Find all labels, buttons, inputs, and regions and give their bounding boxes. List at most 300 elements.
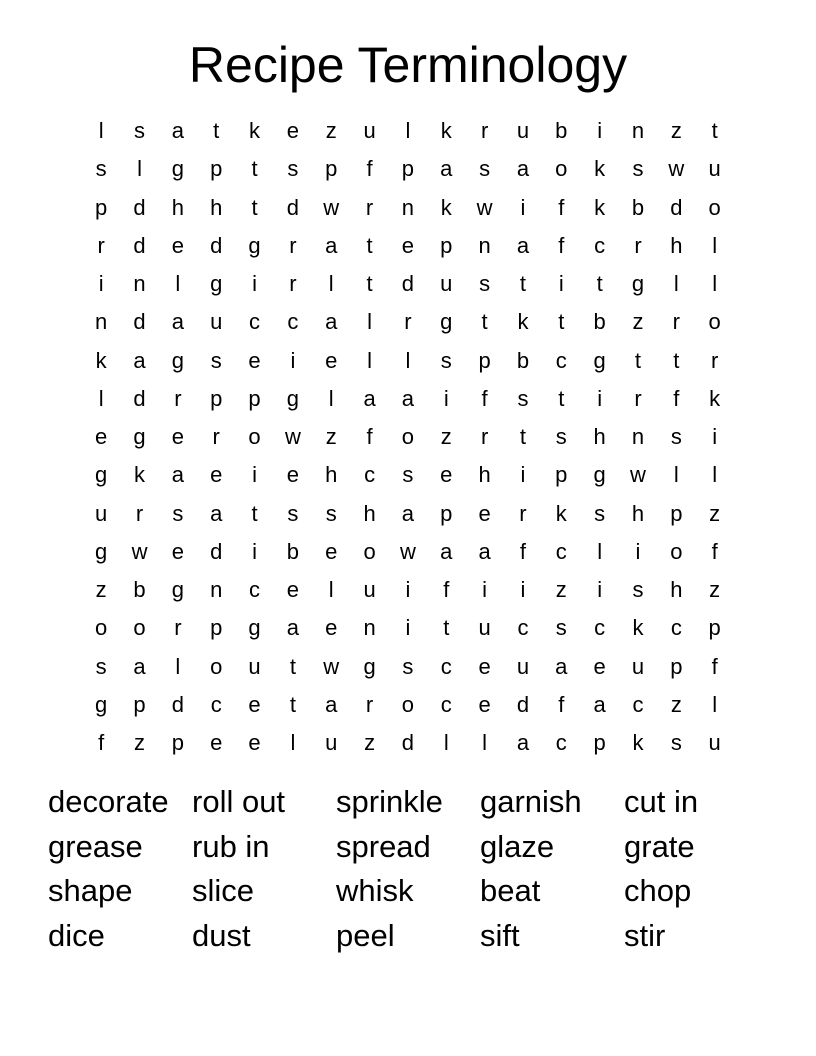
- grid-letter[interactable]: t: [289, 691, 296, 717]
- grid-letter[interactable]: l: [712, 462, 718, 488]
- grid-letter[interactable]: t: [558, 309, 565, 335]
- grid-letter[interactable]: g: [133, 424, 146, 449]
- grid-letter[interactable]: f: [711, 653, 718, 679]
- grid-letter[interactable]: u: [363, 118, 376, 143]
- grid-letter[interactable]: w: [131, 538, 148, 564]
- grid-letter[interactable]: h: [670, 577, 683, 602]
- grid-letter[interactable]: p: [440, 232, 453, 258]
- grid-letter[interactable]: s: [594, 500, 606, 526]
- grid-letter[interactable]: o: [401, 424, 415, 449]
- grid-letter[interactable]: r: [672, 309, 680, 335]
- grid-letter[interactable]: f: [711, 538, 718, 564]
- grid-letter[interactable]: g: [286, 385, 300, 411]
- grid-letter[interactable]: k: [709, 385, 721, 411]
- grid-letter[interactable]: s: [95, 156, 107, 182]
- grid-letter[interactable]: l: [712, 271, 718, 296]
- grid-letter[interactable]: l: [328, 577, 334, 602]
- grid-letter[interactable]: z: [555, 577, 567, 602]
- grid-letter[interactable]: p: [133, 691, 146, 717]
- grid-letter[interactable]: g: [95, 462, 108, 488]
- grid-letter[interactable]: i: [597, 385, 603, 411]
- grid-letter[interactable]: e: [401, 232, 415, 258]
- grid-letter[interactable]: o: [133, 615, 146, 641]
- grid-letter[interactable]: f: [673, 385, 680, 411]
- grid-letter[interactable]: d: [210, 232, 223, 258]
- grid-letter[interactable]: c: [210, 691, 222, 717]
- grid-letter[interactable]: r: [289, 271, 297, 296]
- grid-letter[interactable]: i: [405, 615, 411, 641]
- grid-letter[interactable]: i: [98, 271, 104, 296]
- grid-letter[interactable]: n: [631, 424, 645, 449]
- grid-letter[interactable]: r: [135, 500, 144, 526]
- grid-letter[interactable]: c: [517, 615, 529, 641]
- grid-letter[interactable]: a: [516, 156, 530, 182]
- grid-letter[interactable]: i: [597, 577, 603, 602]
- grid-letter[interactable]: t: [251, 500, 258, 526]
- grid-letter[interactable]: p: [440, 500, 453, 526]
- grid-letter[interactable]: e: [286, 577, 300, 602]
- grid-letter[interactable]: n: [133, 271, 146, 296]
- grid-letter[interactable]: s: [632, 577, 644, 602]
- grid-letter[interactable]: d: [133, 309, 146, 335]
- grid-letter[interactable]: g: [248, 232, 261, 258]
- grid-letter[interactable]: d: [210, 538, 223, 564]
- grid-letter[interactable]: h: [325, 462, 338, 488]
- grid-letter[interactable]: t: [634, 347, 642, 373]
- grid-letter[interactable]: i: [405, 577, 411, 602]
- grid-letter[interactable]: g: [593, 347, 606, 373]
- grid-letter[interactable]: e: [210, 462, 223, 488]
- grid-letter[interactable]: d: [286, 194, 300, 220]
- grid-letter[interactable]: g: [593, 462, 606, 488]
- grid-letter[interactable]: g: [171, 347, 184, 373]
- grid-letter[interactable]: w: [476, 194, 493, 220]
- grid-letter[interactable]: c: [440, 691, 452, 717]
- grid-letter[interactable]: a: [440, 156, 453, 182]
- grid-letter[interactable]: c: [364, 462, 376, 488]
- grid-letter[interactable]: h: [631, 500, 645, 526]
- grid-letter[interactable]: k: [95, 347, 107, 373]
- grid-letter[interactable]: h: [210, 194, 223, 220]
- grid-letter[interactable]: r: [174, 385, 182, 411]
- grid-letter[interactable]: d: [516, 691, 530, 717]
- grid-letter[interactable]: r: [480, 118, 489, 143]
- grid-letter[interactable]: r: [365, 691, 374, 717]
- grid-letter[interactable]: a: [401, 385, 415, 411]
- grid-letter[interactable]: t: [673, 347, 680, 373]
- grid-letter[interactable]: r: [174, 615, 182, 641]
- grid-letter[interactable]: e: [478, 653, 491, 679]
- grid-letter[interactable]: p: [478, 347, 491, 373]
- grid-letter[interactable]: p: [708, 615, 721, 641]
- grid-letter[interactable]: s: [555, 615, 567, 641]
- grid-letter[interactable]: k: [632, 615, 644, 641]
- grid-letter[interactable]: i: [520, 577, 526, 602]
- grid-letter[interactable]: l: [443, 730, 449, 755]
- grid-letter[interactable]: c: [555, 347, 567, 373]
- grid-letter[interactable]: s: [95, 653, 107, 679]
- grid-letter[interactable]: a: [325, 691, 338, 717]
- grid-letter[interactable]: o: [708, 194, 721, 220]
- puzzle-title: Recipe Terminology: [188, 37, 628, 93]
- grid-letter[interactable]: h: [171, 194, 184, 220]
- grid-letter[interactable]: t: [366, 232, 373, 258]
- grid-letter[interactable]: f: [366, 156, 373, 182]
- grid-letter[interactable]: c: [632, 691, 644, 717]
- grid-letter[interactable]: r: [711, 347, 719, 373]
- word-list-item: grate: [624, 828, 695, 864]
- grid-letter[interactable]: n: [95, 309, 108, 335]
- grid-letter[interactable]: n: [478, 232, 491, 258]
- grid-letter[interactable]: e: [325, 538, 338, 564]
- grid-letter[interactable]: l: [673, 462, 679, 488]
- grid-letter[interactable]: r: [97, 232, 105, 258]
- grid-letter[interactable]: a: [325, 309, 338, 335]
- grid-letter[interactable]: t: [213, 118, 220, 143]
- grid-letter[interactable]: k: [134, 462, 146, 488]
- grid-letter[interactable]: z: [364, 730, 376, 755]
- grid-letter[interactable]: p: [95, 194, 108, 220]
- grid-letter[interactable]: l: [712, 691, 718, 717]
- grid-letter[interactable]: a: [440, 538, 453, 564]
- grid-letter[interactable]: u: [708, 730, 721, 755]
- grid-letter[interactable]: a: [401, 500, 415, 526]
- grid-letter[interactable]: s: [479, 271, 491, 296]
- grid-letter[interactable]: a: [171, 462, 184, 488]
- grid-letter[interactable]: c: [670, 615, 682, 641]
- grid-letter[interactable]: i: [520, 194, 526, 220]
- grid-letter[interactable]: c: [440, 653, 452, 679]
- grid-letter[interactable]: l: [137, 156, 142, 182]
- grid-letter[interactable]: l: [290, 730, 296, 755]
- grid-letter[interactable]: u: [325, 730, 338, 755]
- word-list-item: stir: [624, 917, 666, 953]
- grid-letter[interactable]: h: [478, 462, 491, 488]
- grid-letter[interactable]: s: [325, 500, 337, 526]
- grid-letter[interactable]: l: [175, 653, 181, 679]
- grid-letter[interactable]: e: [171, 232, 184, 258]
- grid-letter[interactable]: f: [98, 730, 105, 755]
- word-list-item: garnish: [480, 784, 582, 819]
- grid-letter[interactable]: a: [171, 118, 184, 143]
- grid-letter[interactable]: f: [558, 691, 565, 717]
- grid-letter[interactable]: t: [711, 118, 718, 143]
- grid-letter[interactable]: k: [440, 118, 452, 143]
- grid-letter[interactable]: z: [709, 577, 721, 602]
- grid-letter[interactable]: w: [323, 194, 340, 220]
- grid-letter[interactable]: t: [289, 653, 296, 679]
- grid-letter[interactable]: u: [248, 653, 261, 679]
- grid-letter[interactable]: a: [171, 309, 184, 335]
- grid-letter[interactable]: l: [98, 385, 104, 411]
- grid-letter[interactable]: e: [440, 462, 453, 488]
- grid-letter[interactable]: l: [175, 271, 181, 296]
- grid-letter[interactable]: i: [712, 424, 718, 449]
- grid-letter[interactable]: s: [479, 156, 491, 182]
- grid-letter[interactable]: l: [405, 118, 411, 143]
- grid-letter[interactable]: r: [365, 194, 374, 220]
- grid-letter[interactable]: t: [596, 271, 603, 296]
- grid-letter[interactable]: o: [708, 309, 721, 335]
- grid-letter[interactable]: g: [171, 156, 184, 182]
- grid-letter[interactable]: e: [248, 691, 261, 717]
- grid-letter[interactable]: r: [289, 232, 297, 258]
- grid-letter[interactable]: u: [516, 118, 530, 143]
- grid-letter[interactable]: e: [171, 424, 184, 449]
- grid-letter[interactable]: l: [367, 347, 373, 373]
- grid-letter[interactable]: o: [95, 615, 108, 641]
- grid-letter[interactable]: i: [635, 538, 641, 564]
- grid-letter[interactable]: t: [366, 271, 373, 296]
- grid-letter[interactable]: n: [363, 615, 376, 641]
- grid-letter[interactable]: s: [402, 653, 414, 679]
- grid-letter[interactable]: f: [558, 194, 565, 220]
- grid-letter[interactable]: a: [555, 653, 568, 679]
- grid-letter[interactable]: a: [478, 538, 491, 564]
- grid-letter[interactable]: k: [594, 156, 606, 182]
- grid-letter[interactable]: s: [287, 500, 299, 526]
- grid-letter[interactable]: d: [133, 194, 146, 220]
- grid-letter[interactable]: e: [248, 730, 261, 755]
- grid-letter[interactable]: g: [363, 653, 376, 679]
- grid-letter[interactable]: g: [171, 577, 184, 602]
- grid-letter[interactable]: u: [516, 653, 530, 679]
- grid-letter[interactable]: c: [594, 615, 606, 641]
- grid-letter[interactable]: p: [593, 730, 606, 755]
- grid-letter[interactable]: i: [443, 385, 449, 411]
- grid-letter[interactable]: s: [402, 462, 414, 488]
- grid-letter[interactable]: o: [210, 653, 223, 679]
- word-list-item: beat: [480, 873, 541, 908]
- grid-letter[interactable]: t: [481, 309, 488, 335]
- grid-letter[interactable]: b: [593, 309, 606, 335]
- grid-letter[interactable]: c: [555, 538, 567, 564]
- grid-letter[interactable]: s: [134, 118, 146, 143]
- grid-letter[interactable]: f: [558, 232, 565, 258]
- grid-letter[interactable]: s: [210, 347, 222, 373]
- grid-letter[interactable]: u: [363, 577, 376, 602]
- grid-letter[interactable]: p: [210, 385, 223, 411]
- grid-letter[interactable]: c: [287, 309, 299, 335]
- grid-letter[interactable]: r: [519, 500, 527, 526]
- grid-letter[interactable]: c: [249, 309, 261, 335]
- grid-letter[interactable]: t: [251, 156, 258, 182]
- grid-letter[interactable]: u: [478, 615, 491, 641]
- grid-letter[interactable]: a: [325, 232, 338, 258]
- word-list-item: spread: [336, 828, 431, 864]
- grid-letter[interactable]: s: [172, 500, 184, 526]
- grid-letter[interactable]: e: [325, 615, 338, 641]
- grid-letter[interactable]: o: [248, 424, 261, 449]
- grid-letter[interactable]: o: [555, 156, 568, 182]
- grid-letter[interactable]: p: [248, 385, 261, 411]
- grid-letter[interactable]: c: [594, 232, 606, 258]
- grid-letter[interactable]: b: [133, 577, 146, 602]
- grid-letter[interactable]: a: [516, 232, 530, 258]
- grid-letter[interactable]: g: [95, 691, 108, 717]
- grid-letter[interactable]: k: [632, 730, 644, 755]
- grid-letter[interactable]: i: [482, 577, 488, 602]
- grid-letter[interactable]: s: [440, 347, 452, 373]
- grid-letter[interactable]: z: [134, 730, 146, 755]
- letter-grid: [82, 112, 734, 762]
- grid-letter[interactable]: n: [210, 577, 223, 602]
- grid-letter[interactable]: t: [519, 271, 527, 296]
- grid-letter[interactable]: s: [287, 156, 299, 182]
- grid-letter[interactable]: l: [328, 271, 334, 296]
- grid-letter[interactable]: b: [516, 347, 530, 373]
- word-list-item: chop: [624, 873, 692, 908]
- grid-letter[interactable]: z: [670, 691, 682, 717]
- grid-letter[interactable]: a: [133, 653, 146, 679]
- grid-letter[interactable]: w: [323, 653, 340, 679]
- grid-letter[interactable]: k: [249, 118, 261, 143]
- grid-letter[interactable]: r: [480, 424, 489, 449]
- grid-letter[interactable]: h: [670, 232, 683, 258]
- grid-letter[interactable]: d: [133, 385, 146, 411]
- grid-letter[interactable]: l: [482, 730, 488, 755]
- grid-letter[interactable]: e: [478, 500, 491, 526]
- grid-letter[interactable]: t: [558, 385, 565, 411]
- grid-letter[interactable]: o: [401, 691, 415, 717]
- grid-letter[interactable]: k: [440, 194, 452, 220]
- grid-letter[interactable]: l: [405, 347, 411, 373]
- grid-letter[interactable]: t: [519, 424, 527, 449]
- grid-letter[interactable]: s: [632, 156, 644, 182]
- grid-letter[interactable]: k: [517, 309, 529, 335]
- grid-letter[interactable]: a: [516, 730, 530, 755]
- grid-letter[interactable]: l: [673, 271, 679, 296]
- grid-letter[interactable]: i: [252, 462, 257, 488]
- grid-letter[interactable]: c: [555, 730, 567, 755]
- grid-letter[interactable]: p: [210, 156, 223, 182]
- grid-letter[interactable]: k: [555, 500, 567, 526]
- grid-letter[interactable]: e: [593, 653, 606, 679]
- grid-letter[interactable]: t: [251, 194, 258, 220]
- word-list-item: rub in: [192, 828, 270, 864]
- grid-letter[interactable]: i: [252, 271, 257, 296]
- grid-letter[interactable]: p: [401, 156, 415, 182]
- grid-letter[interactable]: h: [593, 424, 606, 449]
- grid-letter[interactable]: a: [286, 615, 300, 641]
- grid-letter[interactable]: z: [440, 424, 452, 449]
- grid-letter[interactable]: p: [325, 156, 338, 182]
- grid-letter[interactable]: l: [328, 385, 334, 411]
- grid-letter[interactable]: i: [558, 271, 564, 296]
- grid-letter[interactable]: g: [210, 271, 223, 296]
- grid-letter[interactable]: z: [325, 424, 337, 449]
- grid-letter[interactable]: r: [634, 385, 642, 411]
- grid-letter[interactable]: e: [286, 462, 300, 488]
- grid-letter[interactable]: p: [171, 730, 184, 755]
- grid-letter[interactable]: h: [363, 500, 376, 526]
- grid-letter[interactable]: i: [252, 538, 257, 564]
- grid-letter[interactable]: g: [248, 615, 261, 641]
- grid-letter[interactable]: g: [95, 538, 108, 564]
- grid-letter[interactable]: z: [325, 118, 337, 143]
- grid-letter[interactable]: e: [210, 730, 223, 755]
- grid-letter[interactable]: a: [133, 347, 146, 373]
- grid-letter[interactable]: k: [594, 194, 606, 220]
- grid-letter[interactable]: r: [634, 232, 642, 258]
- grid-letter[interactable]: e: [248, 347, 261, 373]
- grid-letter[interactable]: p: [210, 615, 223, 641]
- grid-letter[interactable]: z: [632, 309, 644, 335]
- grid-letter[interactable]: l: [98, 118, 104, 143]
- grid-letter[interactable]: g: [631, 271, 645, 296]
- grid-letter[interactable]: s: [670, 730, 682, 755]
- grid-letter[interactable]: t: [443, 615, 450, 641]
- grid-letter[interactable]: p: [555, 462, 568, 488]
- grid-letter[interactable]: g: [440, 309, 453, 335]
- grid-letter[interactable]: e: [171, 538, 184, 564]
- grid-letter[interactable]: a: [363, 385, 376, 411]
- grid-letter[interactable]: r: [212, 424, 220, 449]
- grid-letter[interactable]: b: [631, 194, 645, 220]
- grid-letter[interactable]: u: [631, 653, 645, 679]
- grid-letter[interactable]: u: [210, 309, 223, 335]
- grid-letter[interactable]: b: [286, 538, 300, 564]
- grid-letter[interactable]: d: [401, 730, 415, 755]
- grid-letter[interactable]: i: [290, 347, 296, 373]
- grid-letter[interactable]: l: [597, 538, 603, 564]
- grid-letter[interactable]: e: [478, 691, 491, 717]
- grid-letter[interactable]: i: [597, 118, 603, 143]
- grid-letter[interactable]: s: [670, 424, 682, 449]
- grid-letter[interactable]: f: [519, 538, 527, 564]
- grid-letter[interactable]: e: [325, 347, 338, 373]
- grid-letter[interactable]: s: [555, 424, 567, 449]
- grid-letter[interactable]: d: [401, 271, 415, 296]
- grid-letter[interactable]: w: [668, 156, 685, 182]
- word-list-item: decorate: [48, 784, 169, 819]
- grid-letter[interactable]: e: [286, 118, 300, 143]
- grid-letter[interactable]: b: [555, 118, 568, 143]
- grid-letter[interactable]: i: [520, 462, 526, 488]
- grid-letter[interactable]: u: [440, 271, 453, 296]
- grid-letter[interactable]: a: [593, 691, 606, 717]
- grid-letter[interactable]: c: [249, 577, 261, 602]
- grid-letter[interactable]: l: [367, 309, 373, 335]
- grid-letter[interactable]: z: [670, 118, 682, 143]
- grid-letter[interactable]: p: [670, 500, 683, 526]
- grid-letter[interactable]: f: [443, 577, 450, 602]
- grid-letter[interactable]: u: [708, 156, 721, 182]
- grid-letter[interactable]: o: [363, 538, 376, 564]
- grid-letter[interactable]: d: [670, 194, 683, 220]
- grid-letter[interactable]: r: [404, 309, 412, 335]
- grid-letter[interactable]: z: [709, 500, 721, 526]
- grid-letter[interactable]: n: [631, 118, 645, 143]
- grid-letter[interactable]: d: [133, 232, 146, 258]
- grid-letter[interactable]: l: [712, 232, 718, 258]
- grid-letter[interactable]: s: [517, 385, 529, 411]
- grid-letter[interactable]: e: [95, 424, 108, 449]
- grid-letter[interactable]: a: [210, 500, 223, 526]
- grid-letter[interactable]: p: [670, 653, 683, 679]
- grid-letter[interactable]: f: [366, 424, 373, 449]
- grid-letter[interactable]: f: [481, 385, 488, 411]
- grid-letter[interactable]: d: [171, 691, 184, 717]
- grid-letter[interactable]: o: [670, 538, 683, 564]
- grid-letter[interactable]: w: [284, 424, 301, 449]
- grid-letter[interactable]: u: [95, 500, 108, 526]
- grid-letter[interactable]: n: [401, 194, 415, 220]
- grid-letter[interactable]: w: [630, 462, 646, 488]
- grid-letter[interactable]: w: [399, 538, 416, 564]
- grid-letter[interactable]: z: [95, 577, 107, 602]
- word-list-item: whisk: [336, 873, 414, 908]
